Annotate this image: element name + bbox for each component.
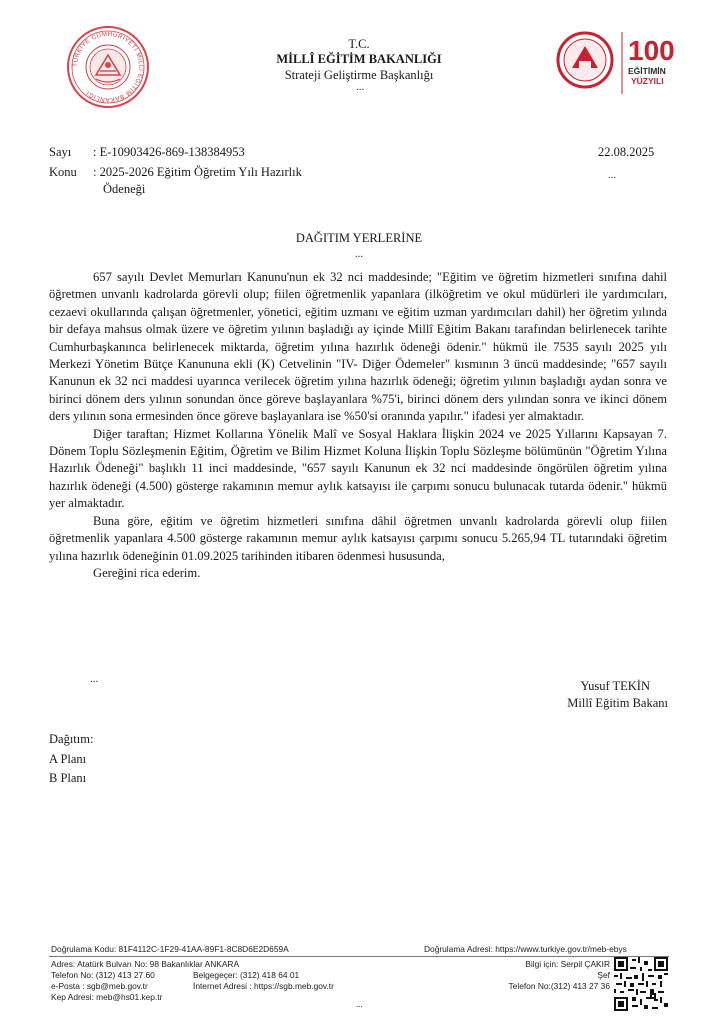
logo-line2: YÜZYILI xyxy=(631,76,664,86)
seal-text: TÜRKİYE CUMHURİYETİ MİLLÎ EĞİTİM BAKANLIĞI xyxy=(71,30,145,104)
body-paragraph-3: Buna göre, eğitim ve öğretim hizmetleri sınıfına dâhil öğretmen unvanlı kadrolarda görevli olup fiilen öğretmenlik yapanlara 4.500 gösterge rakamının memur aylık katsayısı çarpımı sonucu 5.265,94 TL tutarındaki öğretim yılına hazırlık ödeneğinin 01.09.2025 tarihinden itibaren ödenmesi hususunda, xyxy=(49,513,667,563)
konu-value-line2: Ödeneği xyxy=(103,182,146,196)
footer-email[interactable]: e-Posta : sgb@meb.gov.tr xyxy=(51,981,148,991)
meta-right-dots: ... xyxy=(608,169,617,181)
header-ministry: MİLLÎ EĞİTİM BAKANLIĞI xyxy=(276,52,442,66)
education-century-logo xyxy=(548,28,678,98)
footer-phone: Telefon No: (312) 413 27 60 xyxy=(51,970,155,980)
header-dots: ... xyxy=(356,81,365,93)
header-department: Strateji Geliştirme Başkanlığı xyxy=(284,68,434,82)
letter-body xyxy=(49,269,667,582)
konu-value-line1: : 2025-2026 Eğitim Öğretim Yılı Hazırlık xyxy=(93,165,302,179)
footer-address: Adres: Atatürk Bulvarı No: 98 Bakanlıklar ANKARA xyxy=(51,959,240,969)
body-paragraph-2: Diğer taraftan; Hizmet Kollarına Yönelik Malî ve Sosyal Haklara İlişkin 2024 ve 2025 Yıllarını Kapsayan 7. Dönem Toplu Sözleşmenin Eğitim, Öğretim ve Bilim Hizmet Koluna İlişkin Toplu Sözleşme bölümünün "Öğretim Yılına Hazırlık Ödeneği" başlıklı 11 inci maddesinde, "657 sayılı Kanunun ek 32 nci maddesinde öngörülen öğretim yılına hazırlık ödeneği (4.500) gösterge rakamının memur aylık katsayısı ile çarpımı sonucu bulunacak tutarda ödenir." hükmü yer almaktadır. xyxy=(49,426,667,511)
signature-title: Millî Eğitim Bakanı xyxy=(567,696,668,710)
sayi-label: Sayı xyxy=(49,145,72,159)
left-dots: ... xyxy=(90,673,99,685)
footer-fax: Belgegeçer: (312) 418 64 01 xyxy=(193,970,300,980)
addressee-title: DAĞITIM YERLERİNE xyxy=(295,231,423,245)
distribution-item: B Planı xyxy=(49,771,87,785)
konu-label: Konu xyxy=(49,165,77,179)
addressee-dots: ... xyxy=(354,248,364,260)
footer-contact-person: Bilgi için: Serpil ÇAKIR xyxy=(525,959,610,969)
body-paragraph-4: Gereğini rica ederim. xyxy=(93,565,201,580)
distribution-item: A Planı xyxy=(49,752,87,766)
footer-divider xyxy=(49,956,669,957)
verification-code: Doğrulama Kodu: 81F4112C-1F29-41AA-89F1-8C8D6E2D659A xyxy=(51,944,289,954)
logo-number: 100 xyxy=(628,35,675,66)
document-date: 22.08.2025 xyxy=(598,145,655,159)
body-paragraph-1: 657 sayılı Devlet Memurları Kanunu'nun ek 32 nci maddesinde; "Eğitim ve öğretim hizmetleri sınıfına dahil öğretmen unvanlı kadrolarda görevli olup; fiilen öğretmenlik yapanlara (ilköğretim ve okul müdürleri ile yardımcıları, cezaevi okullarında çalışan öğretmenler, yönetici, eğitim uzmanı ve eğitim uzman yardımcıları dahil) her öğretim yılında bir defaya mahsus olmak üzere ve öğretim yılının başladığı ay içinde Millî Eğitim Bakanı tarafından belirlenecek tarihte Cumhurbaşkanınca belirlenecek miktarda, öğretim yılına hazırlık ödeneği ödenir." hükmü ile 7535 sayılı 2025 yılı Merkezi Yönetim Bütçe Kanununa ekli (K) Cetvelinin "IV- Diğer Ödemeler" kısmının 3 üncü maddesinde; "657 sayılı Kanunun ek 32 nci maddesi uyarınca verilecek öğretim yılına hazırlık ödeneği; öğretim yılının başladığı aydan sonra ve birinci dönem ders yılının sonundan önce göreve başlayanlara %75'i, birinci dönem ders yılından sonra ve ikinci dönem ders yılının sona ermesinden önce göreve başlayanlara ise %50'si oranında yapılır." ifadesi yer almaktadır. xyxy=(49,270,667,424)
sayi-value: : E-10903426-869-138384953 xyxy=(93,145,245,159)
footer-dots: ... xyxy=(356,999,363,1009)
footer-contact-title: Şef xyxy=(597,970,610,980)
distribution-label: Dağıtım: xyxy=(49,732,94,746)
logo-line1: EĞİTİMİN xyxy=(628,66,666,76)
footer-kep[interactable]: Kep Adresi: meb@hs01.kep.tr xyxy=(51,992,163,1002)
qr-code xyxy=(614,957,668,1011)
verification-address[interactable]: Doğrulama Adresi: https://www.turkiye.gov.tr/meb-ebys xyxy=(424,944,627,954)
header-tc: T.C. xyxy=(348,37,370,51)
footer-contact-phone: Telefon No:(312) 413 27 36 xyxy=(508,981,610,991)
signature-name: Yusuf TEKİN xyxy=(580,679,650,693)
footer-website[interactable]: İnternet Adresi : https://sgb.meb.gov.tr xyxy=(193,981,334,991)
